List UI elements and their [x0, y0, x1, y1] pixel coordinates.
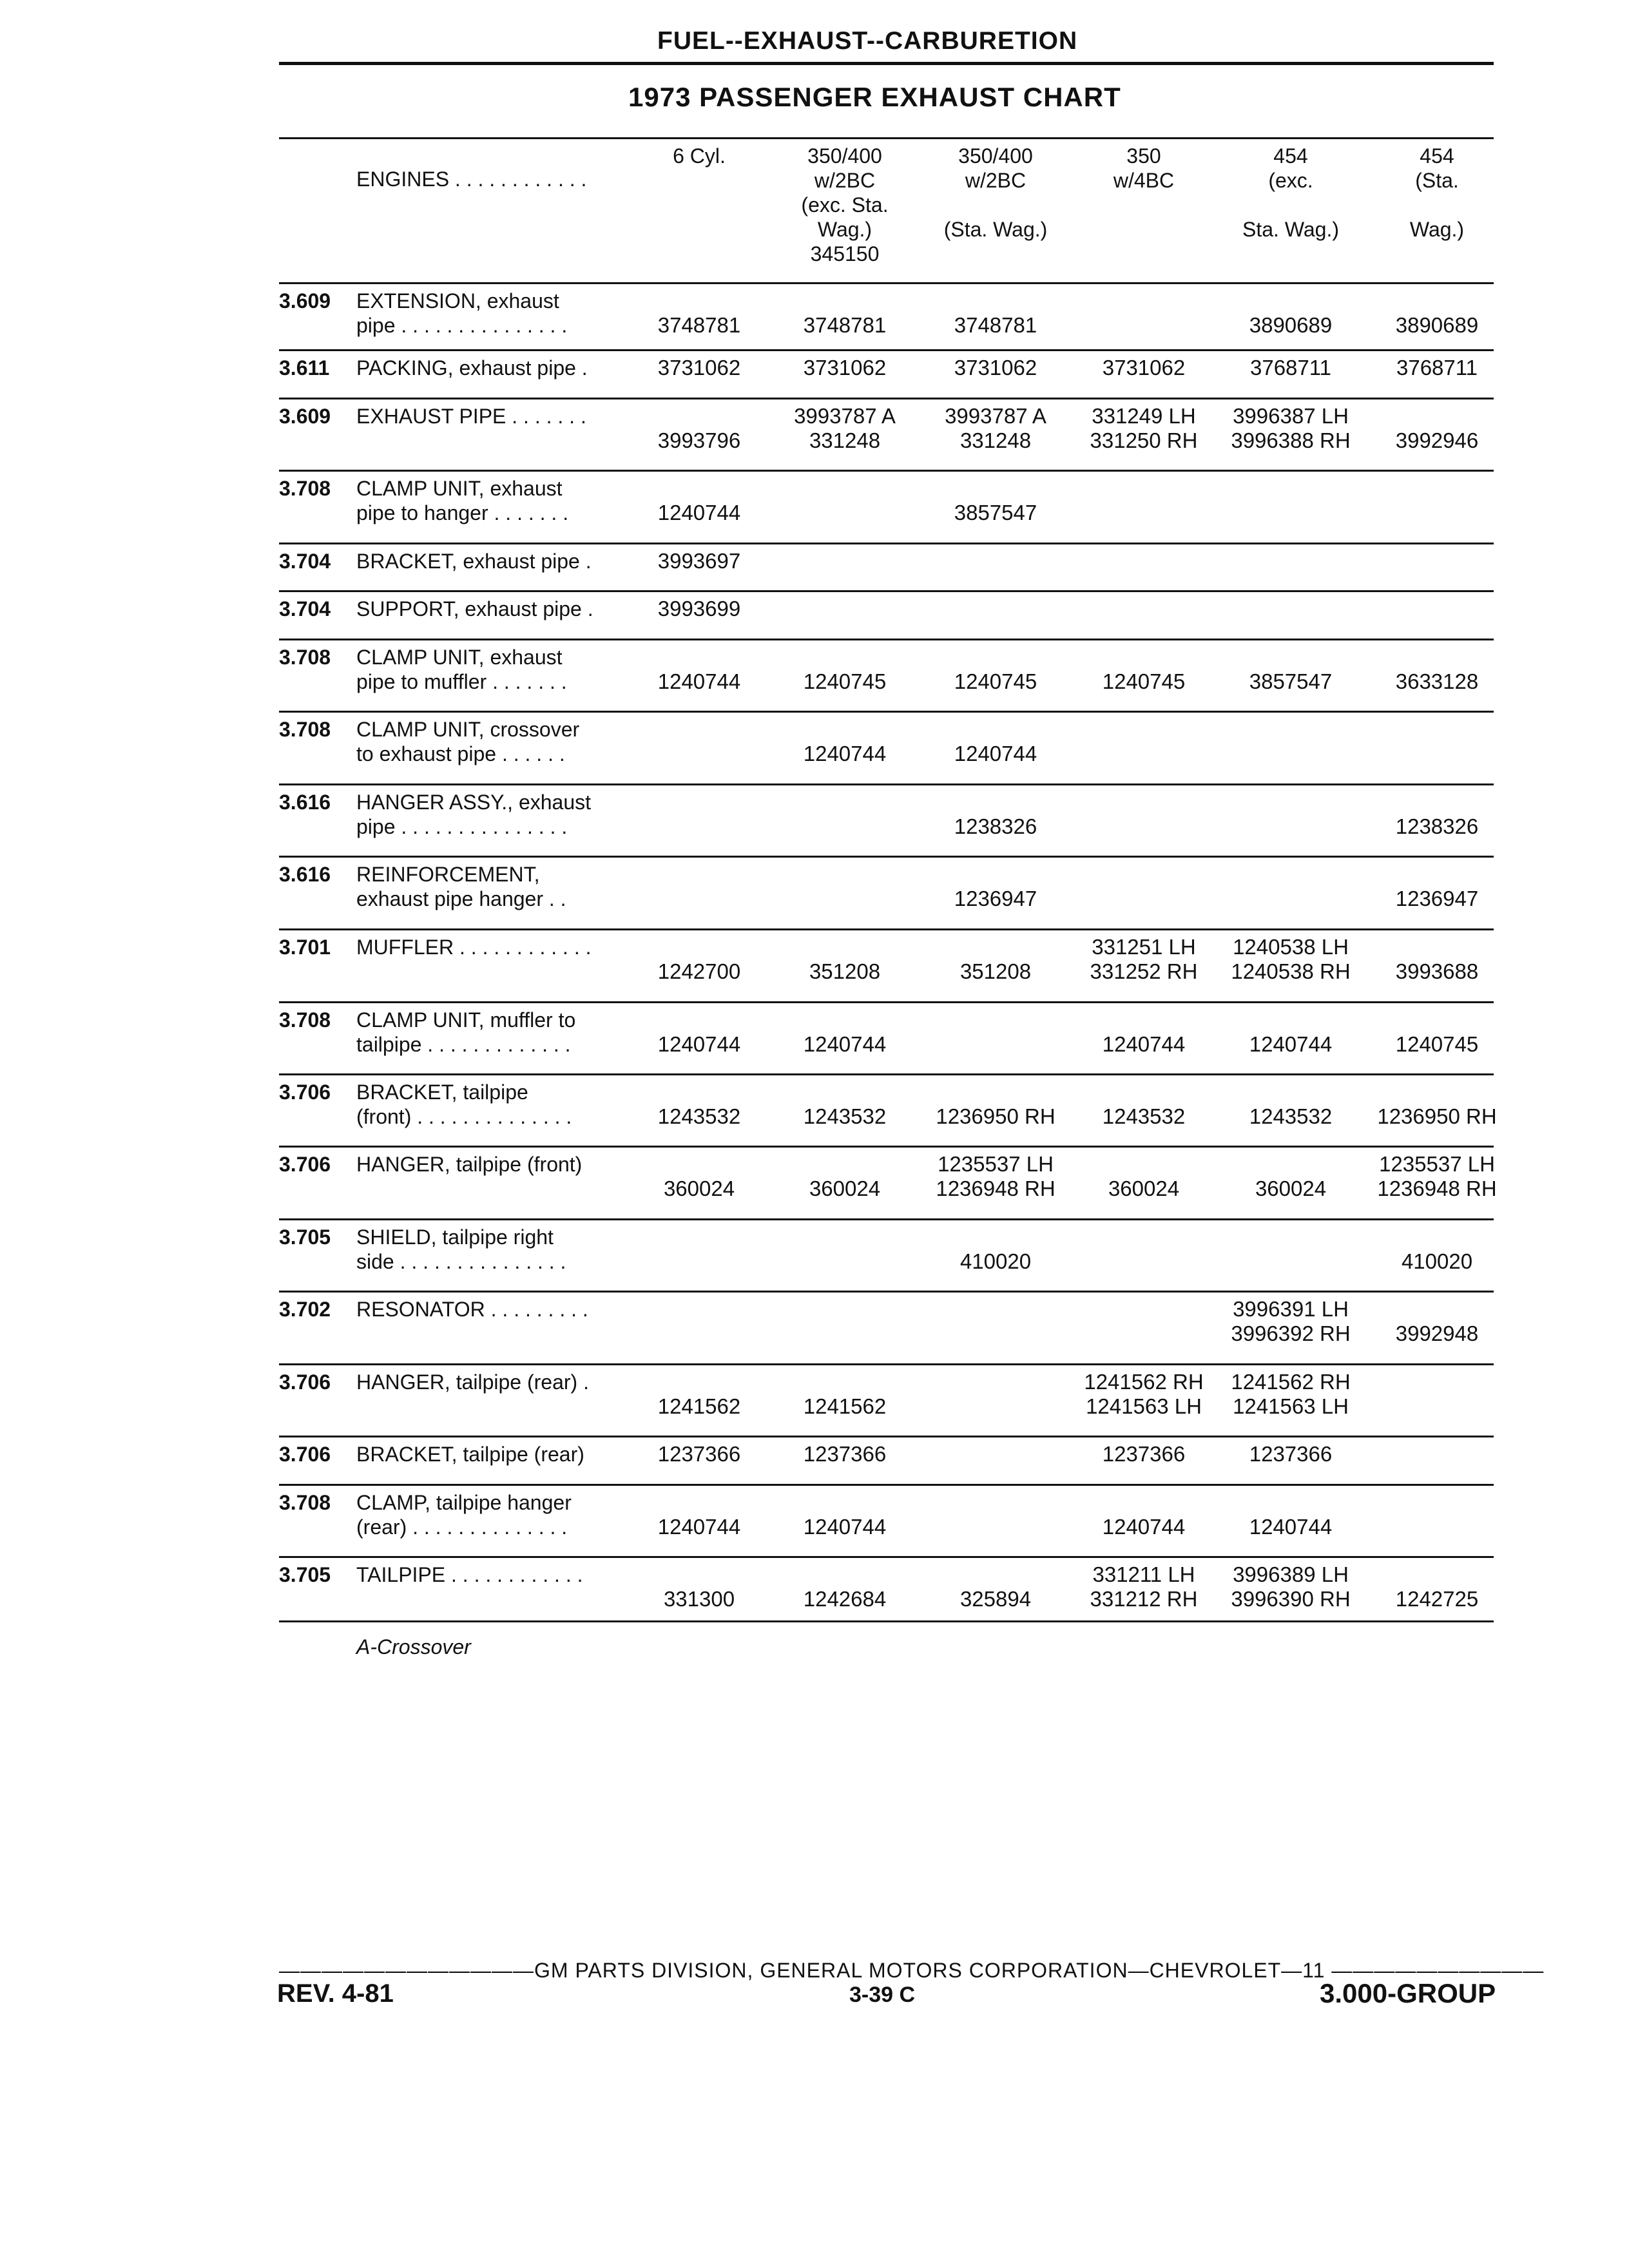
page-number: 3-39 C	[849, 1983, 916, 2007]
part-number-cell: 331300	[663, 1587, 735, 1611]
part-number-cell: 3768711	[1249, 356, 1332, 380]
part-description: CLAMP UNIT, exhaust pipe to muffler . . . . . . .	[356, 646, 567, 693]
part-number-cell: 1236947	[954, 887, 1037, 910]
part-number-cell: 1240744	[803, 1515, 887, 1539]
ref-number: 3.708	[279, 646, 331, 669]
part-description: REINFORCEMENT, exhaust pipe hanger . .	[356, 863, 566, 910]
ref-number: 3.708	[279, 477, 331, 500]
ref-number: 3.706	[279, 1370, 331, 1394]
part-number-cell: 3996389 LH 3996390 RH	[1231, 1562, 1351, 1611]
part-description: SUPPORT, exhaust pipe .	[356, 597, 593, 620]
part-description: HANGER, tailpipe (rear) .	[356, 1370, 589, 1394]
row-divider	[279, 470, 1494, 472]
ref-number: 3.705	[279, 1225, 331, 1249]
ref-number: 3.609	[279, 405, 331, 428]
part-number-cell: 1240744	[1249, 1032, 1333, 1056]
part-number-cell: 1240744	[803, 742, 887, 765]
engines-label: ENGINES . . . . . . . . . . . .	[356, 168, 587, 191]
ref-number: 3.705	[279, 1563, 331, 1586]
part-number-cell: 1242684	[803, 1587, 887, 1611]
part-number-cell: 3993688	[1395, 959, 1479, 983]
row-divider	[279, 639, 1494, 640]
part-number-cell: 360024	[809, 1177, 881, 1200]
part-description: BRACKET, tailpipe (front) . . . . . . . . . . . . . .	[356, 1081, 572, 1128]
table-row	[279, 1080, 1497, 1152]
part-description: SHIELD, tailpipe right side . . . . . . . . . . . . . . .	[356, 1225, 566, 1273]
table-row	[279, 790, 1494, 862]
part-number-cell: 331251 LH 331252 RH	[1090, 935, 1198, 983]
part-number-cell: 1240745	[1395, 1032, 1479, 1056]
part-number-cell: 1236947	[1395, 887, 1479, 910]
part-number-cell: 3996391 LH 3996392 RH	[1231, 1297, 1351, 1345]
part-number-cell: 3748781	[657, 313, 741, 337]
part-description: EXTENSION, exhaust pipe . . . . . . . . . . . . . . .	[356, 289, 568, 337]
row-divider	[279, 1073, 1494, 1075]
table-row	[279, 356, 1494, 404]
ref-number: 3.701	[279, 936, 331, 959]
part-number-cell: 1241562 RH 1241563 LH	[1231, 1370, 1351, 1418]
ref-number: 3.708	[279, 718, 331, 741]
ref-number: 3.708	[279, 1491, 331, 1514]
part-number-cell: 1240744	[1249, 1515, 1333, 1539]
table-row	[279, 935, 1494, 1008]
ref-number: 3.611	[279, 356, 330, 380]
part-number-cell: 1238326	[1395, 814, 1479, 838]
part-number-cell: 1240744	[657, 501, 741, 524]
footer-division-line: ————————————GM PARTS DIVISION, GENERAL MOTORS CORPORATION—CHEVROLET—11 ——————————	[279, 1959, 1545, 1982]
part-number-cell: 1240744	[657, 669, 741, 693]
part-number-cell: 410020	[1401, 1249, 1473, 1273]
part-description: EXHAUST PIPE . . . . . . .	[356, 405, 586, 428]
part-number-cell: 1235537 LH 1236948 RH	[936, 1152, 1055, 1200]
part-description: CLAMP UNIT, crossover to exhaust pipe . . . . . .	[356, 718, 580, 765]
table-row	[279, 1297, 1494, 1370]
part-number-cell: 1240745	[1102, 669, 1186, 693]
part-number-cell: 3993787 A 331248	[945, 404, 1046, 452]
ref-number: 3.706	[279, 1443, 331, 1466]
part-number-cell: 3993699	[657, 597, 741, 620]
part-description: BRACKET, tailpipe (rear)	[356, 1443, 584, 1466]
part-number-cell: 3768711	[1396, 356, 1478, 380]
part-description: CLAMP, tailpipe hanger (rear) . . . . . . . . . . . . . .	[356, 1491, 572, 1539]
part-number-cell: 1237366	[1249, 1442, 1333, 1466]
part-number-cell: 3731062	[1102, 356, 1186, 380]
row-divider	[279, 1146, 1494, 1148]
row-divider	[279, 1436, 1494, 1437]
row-divider	[279, 349, 1494, 351]
ref-number: 3.616	[279, 791, 331, 814]
part-number-cell: 1240744	[954, 742, 1037, 765]
part-number-cell: 1242700	[657, 959, 741, 983]
part-number-cell: 1237366	[803, 1442, 887, 1466]
table-row	[279, 404, 1494, 476]
part-number-cell: 360024	[1255, 1177, 1327, 1200]
part-number-cell: 360024	[663, 1177, 735, 1200]
part-number-cell: 1243532	[803, 1104, 887, 1128]
part-number-cell: 3748781	[954, 313, 1037, 337]
part-number-cell: 1240538 LH 1240538 RH	[1231, 935, 1351, 983]
part-number-cell: 1240744	[1102, 1515, 1186, 1539]
column-header: 350/400 w/2BC (Sta. Wag.)	[943, 144, 1048, 241]
part-description: TAILPIPE . . . . . . . . . . . .	[356, 1563, 583, 1586]
row-divider	[279, 856, 1494, 858]
part-description: PACKING, exhaust pipe .	[356, 356, 588, 380]
part-number-cell: 360024	[1108, 1177, 1180, 1200]
ref-number: 3.704	[279, 597, 331, 620]
part-number-cell: 3731062	[954, 356, 1037, 380]
part-number-cell: 1240744	[657, 1032, 741, 1056]
ref-number: 3.708	[279, 1008, 331, 1032]
ref-number: 3.704	[279, 550, 331, 573]
part-description: BRACKET, exhaust pipe .	[356, 550, 592, 573]
column-header: 350/400 w/2BC (exc. Sta. Wag.) 345150	[801, 144, 889, 265]
header-top-rule	[279, 137, 1494, 139]
revision-label: REV. 4-81	[277, 1979, 394, 2008]
row-divider	[279, 1484, 1494, 1486]
part-number-cell: 3890689	[1249, 313, 1333, 337]
ref-number: 3.616	[279, 863, 331, 886]
column-header: 350 w/4BC	[1113, 144, 1175, 192]
chart-title: 1973 PASSENGER EXHAUST CHART	[628, 82, 1121, 112]
table-row	[279, 1442, 1494, 1490]
part-number-cell: 351208	[959, 959, 1032, 983]
part-number-cell: 1235537 LH 1236948 RH	[1377, 1152, 1497, 1200]
part-number-cell: 1240745	[803, 669, 887, 693]
part-number-cell: 3857547	[1249, 669, 1333, 693]
part-number-cell: 1241562 RH 1241563 LH	[1084, 1370, 1204, 1418]
ref-number: 3.706	[279, 1081, 331, 1104]
part-number-cell: 1240744	[657, 1515, 741, 1539]
row-divider	[279, 783, 1494, 785]
part-number-cell: 1240745	[954, 669, 1037, 693]
part-number-cell: 1242725	[1395, 1587, 1479, 1611]
part-number-cell: 331211 LH 331212 RH	[1090, 1562, 1198, 1611]
part-number-cell: 3992948	[1395, 1321, 1479, 1345]
part-number-cell: 1243532	[1102, 1104, 1186, 1128]
column-header: 454 (Sta. Wag.)	[1409, 144, 1465, 241]
header-bottom-rule	[279, 282, 1494, 284]
table-row	[279, 1152, 1497, 1225]
table-row	[279, 1370, 1494, 1442]
part-number-cell: 1240744	[803, 1032, 887, 1056]
table-row	[279, 645, 1494, 717]
table-row	[279, 1562, 1494, 1627]
part-number-cell: 3857547	[954, 501, 1037, 524]
part-number-cell: 1243532	[1249, 1104, 1333, 1128]
group-label: 3.000-GROUP	[1320, 1978, 1496, 2008]
part-number-cell: 3633128	[1395, 669, 1479, 693]
part-number-cell: 1240744	[1102, 1032, 1186, 1056]
part-number-cell: 3993796	[657, 428, 741, 452]
row-divider	[279, 1620, 1494, 1622]
part-number-cell: 1236950 RH	[1377, 1104, 1497, 1128]
part-description: HANGER ASSY., exhaust pipe . . . . . . . . . . . . . . .	[356, 791, 592, 838]
row-divider	[279, 1001, 1494, 1003]
table-row	[279, 1225, 1494, 1297]
footnote: A-Crossover	[356, 1635, 471, 1658]
table-row	[279, 289, 1494, 356]
part-number-cell: 1237366	[1102, 1442, 1186, 1466]
part-description: RESONATOR . . . . . . . . .	[356, 1298, 588, 1321]
table-row	[279, 597, 1494, 645]
part-description: CLAMP UNIT, exhaust pipe to hanger . . . . . . .	[356, 477, 569, 524]
row-divider	[279, 1556, 1494, 1558]
part-number-cell: 1241562	[803, 1394, 887, 1418]
part-number-cell: 410020	[959, 1249, 1032, 1273]
part-number-cell: 1238326	[954, 814, 1037, 838]
part-number-cell: 3993697	[657, 549, 741, 573]
table-row	[279, 862, 1494, 935]
part-number-cell: 3748781	[803, 313, 887, 337]
part-number-cell: 3731062	[803, 356, 887, 380]
ref-number: 3.706	[279, 1153, 331, 1176]
row-divider	[279, 543, 1494, 544]
row-divider	[279, 928, 1494, 930]
section-title: FUEL--EXHAUST--CARBURETION	[657, 27, 1078, 55]
part-number-cell: 325894	[959, 1587, 1032, 1611]
table-row	[279, 1490, 1494, 1562]
part-number-cell: 1236950 RH	[936, 1104, 1055, 1128]
part-number-cell: 1243532	[657, 1104, 741, 1128]
row-divider	[279, 1291, 1494, 1293]
table-row	[279, 549, 1494, 597]
part-number-cell: 3731062	[657, 356, 741, 380]
row-divider	[279, 590, 1494, 592]
top-rule	[279, 62, 1494, 65]
ref-number: 3.609	[279, 289, 331, 312]
part-description: HANGER, tailpipe (front)	[356, 1153, 583, 1176]
part-number-cell: 331249 LH 331250 RH	[1090, 404, 1198, 452]
part-number-cell: 3993787 A 331248	[794, 404, 896, 452]
row-divider	[279, 398, 1494, 399]
part-description: MUFFLER . . . . . . . . . . . .	[356, 936, 592, 959]
column-header: 454 (exc. Sta. Wag.)	[1242, 144, 1339, 241]
part-description: CLAMP UNIT, muffler to tailpipe . . . . . . . . . . . . .	[356, 1008, 576, 1056]
row-divider	[279, 1218, 1494, 1220]
table-row	[279, 476, 1494, 549]
part-number-cell: 3890689	[1395, 313, 1479, 337]
table-row	[279, 717, 1494, 790]
column-header: 6 Cyl.	[673, 144, 726, 168]
row-divider	[279, 711, 1494, 713]
part-number-cell: 3992946	[1395, 428, 1479, 452]
ref-number: 3.702	[279, 1298, 331, 1321]
row-divider	[279, 1363, 1494, 1365]
part-number-cell: 1237366	[657, 1442, 741, 1466]
part-number-cell: 1241562	[657, 1394, 741, 1418]
table-row	[279, 1008, 1494, 1080]
part-number-cell: 351208	[809, 959, 881, 983]
part-number-cell: 3996387 LH 3996388 RH	[1231, 404, 1351, 452]
